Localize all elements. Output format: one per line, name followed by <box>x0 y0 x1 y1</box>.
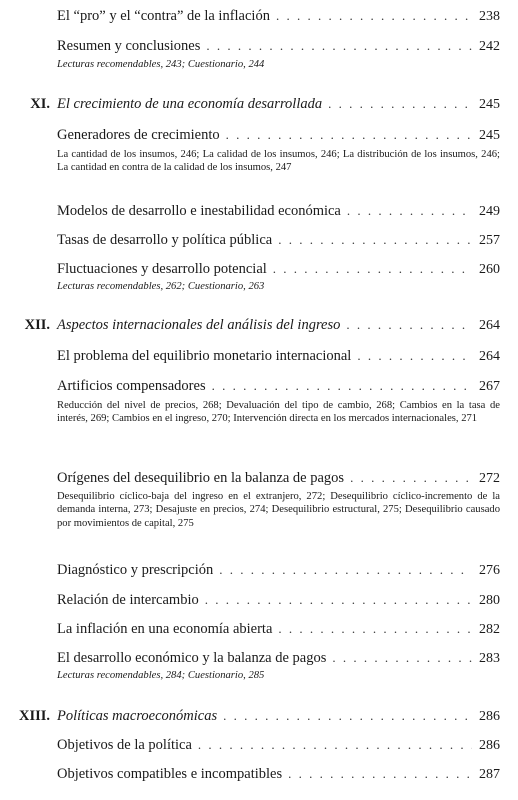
page-number: 267 <box>479 379 500 394</box>
dot-leader <box>278 232 472 248</box>
dot-leader <box>276 8 472 24</box>
section-title: Artificios compensadores <box>57 378 206 394</box>
section-title: Generadores de crecimiento <box>57 127 220 143</box>
dot-leader <box>288 766 472 782</box>
section-title: Tasas de desarrollo y política pública <box>57 232 273 248</box>
section-title: La inflación en una economía abierta <box>57 621 273 637</box>
section-row <box>57 621 500 638</box>
dot-leader <box>212 378 472 394</box>
page-number: 257 <box>479 233 500 248</box>
section-title: Modelos de desarrollo e inestabilidad económica <box>57 203 341 219</box>
section-title: Objetivos de la política <box>57 737 192 753</box>
section-row <box>57 470 500 487</box>
dot-leader <box>198 737 472 753</box>
subsection-list: Desequilibrio cíclico-baja del ingreso en el extranjero, 272; Desequilibrio cíclico-incremento de la demanda interna, 273; Desajuste en precios, 274; Desequilibrio estructural, 275; Desequilibrio causado por movimientos de capital, 275 <box>57 491 500 529</box>
section-row <box>57 38 500 55</box>
section-row <box>57 650 500 667</box>
section-row <box>57 232 500 249</box>
page-number: 245 <box>479 97 500 112</box>
page-number: 283 <box>479 651 500 666</box>
section-row <box>57 203 500 220</box>
page-number: 287 <box>479 767 500 782</box>
dot-leader <box>347 203 472 219</box>
page-number: 272 <box>479 471 500 486</box>
chapter-row <box>57 96 500 113</box>
section-title: Fluctuaciones y desarrollo potencial <box>57 261 267 277</box>
chapter-row <box>57 708 500 725</box>
section-title: El problema del equilibrio monetario internacional <box>57 348 352 364</box>
page-number: 238 <box>479 9 500 24</box>
dot-leader <box>278 621 472 637</box>
chapter-number: XI. <box>30 96 50 112</box>
section-title: Diagnóstico y prescripción <box>57 562 214 578</box>
dot-leader <box>350 470 472 486</box>
dot-leader <box>219 562 472 578</box>
page-number: 260 <box>479 262 500 277</box>
dot-leader <box>328 96 472 112</box>
section-row <box>57 737 500 754</box>
subsection-list: Lecturas recomendables, 243; Cuestionario, 244 <box>57 59 265 70</box>
chapter-title: El crecimiento de una economía desarrollada <box>57 96 323 112</box>
section-row <box>57 378 500 395</box>
chapter-number: XII. <box>24 317 50 333</box>
page-number: 280 <box>479 593 500 608</box>
subsection-list: Lecturas recomendables, 262; Cuestionario, 263 <box>57 281 265 292</box>
section-title: El “pro” y el “contra” de la inflación <box>57 8 270 24</box>
dot-leader <box>357 348 472 364</box>
subsection-list: La cantidad de los insumos, 246; La calidad de los insumos, 246; La distribución de los insumos, 246; La cantidad en contra de la calidad de los insumos, 247 <box>57 149 500 174</box>
section-row <box>57 348 500 365</box>
dot-leader <box>226 127 472 143</box>
section-title: Objetivos compatibles e incompatibles <box>57 766 283 782</box>
dot-leader <box>223 708 472 724</box>
page-number: 264 <box>479 318 500 333</box>
dot-leader <box>346 317 472 333</box>
chapter-row <box>57 317 500 334</box>
page-number: 282 <box>479 622 500 637</box>
section-title: Orígenes del desequilibrio en la balanza de pagos <box>57 470 345 486</box>
section-title: Resumen y conclusiones <box>57 38 201 54</box>
page-number: 276 <box>479 563 500 578</box>
chapter-number: XIII. <box>18 708 50 724</box>
dot-leader <box>273 261 472 277</box>
section-row <box>57 127 500 144</box>
section-row <box>57 562 500 579</box>
dot-leader <box>206 38 472 54</box>
dot-leader <box>205 592 472 608</box>
section-title: El desarrollo económico y la balanza de pagos <box>57 650 327 666</box>
chapter-title: Aspectos internacionales del análisis del ingreso <box>57 317 341 333</box>
section-row <box>57 261 500 278</box>
page-number: 286 <box>479 738 500 753</box>
page-number: 245 <box>479 128 500 143</box>
subsection-list: Lecturas recomendables, 284; Cuestionario, 285 <box>57 670 265 681</box>
section-title: Relación de intercambio <box>57 592 199 608</box>
dot-leader <box>332 650 472 666</box>
section-row <box>57 766 500 783</box>
page-number: 242 <box>479 39 500 54</box>
page-number: 264 <box>479 349 500 364</box>
section-row <box>57 592 500 609</box>
chapter-title: Políticas macroeconómicas <box>57 708 218 724</box>
section-row <box>57 8 500 25</box>
subsection-list: Reducción del nivel de precios, 268; Devaluación del tipo de cambio, 268; Cambios en la tasa de interés, 269; Cambios en el ingreso, 270; Intervención directa en los mercados internacionales, 271 <box>57 400 500 425</box>
page-number: 286 <box>479 709 500 724</box>
page-number: 249 <box>479 204 500 219</box>
